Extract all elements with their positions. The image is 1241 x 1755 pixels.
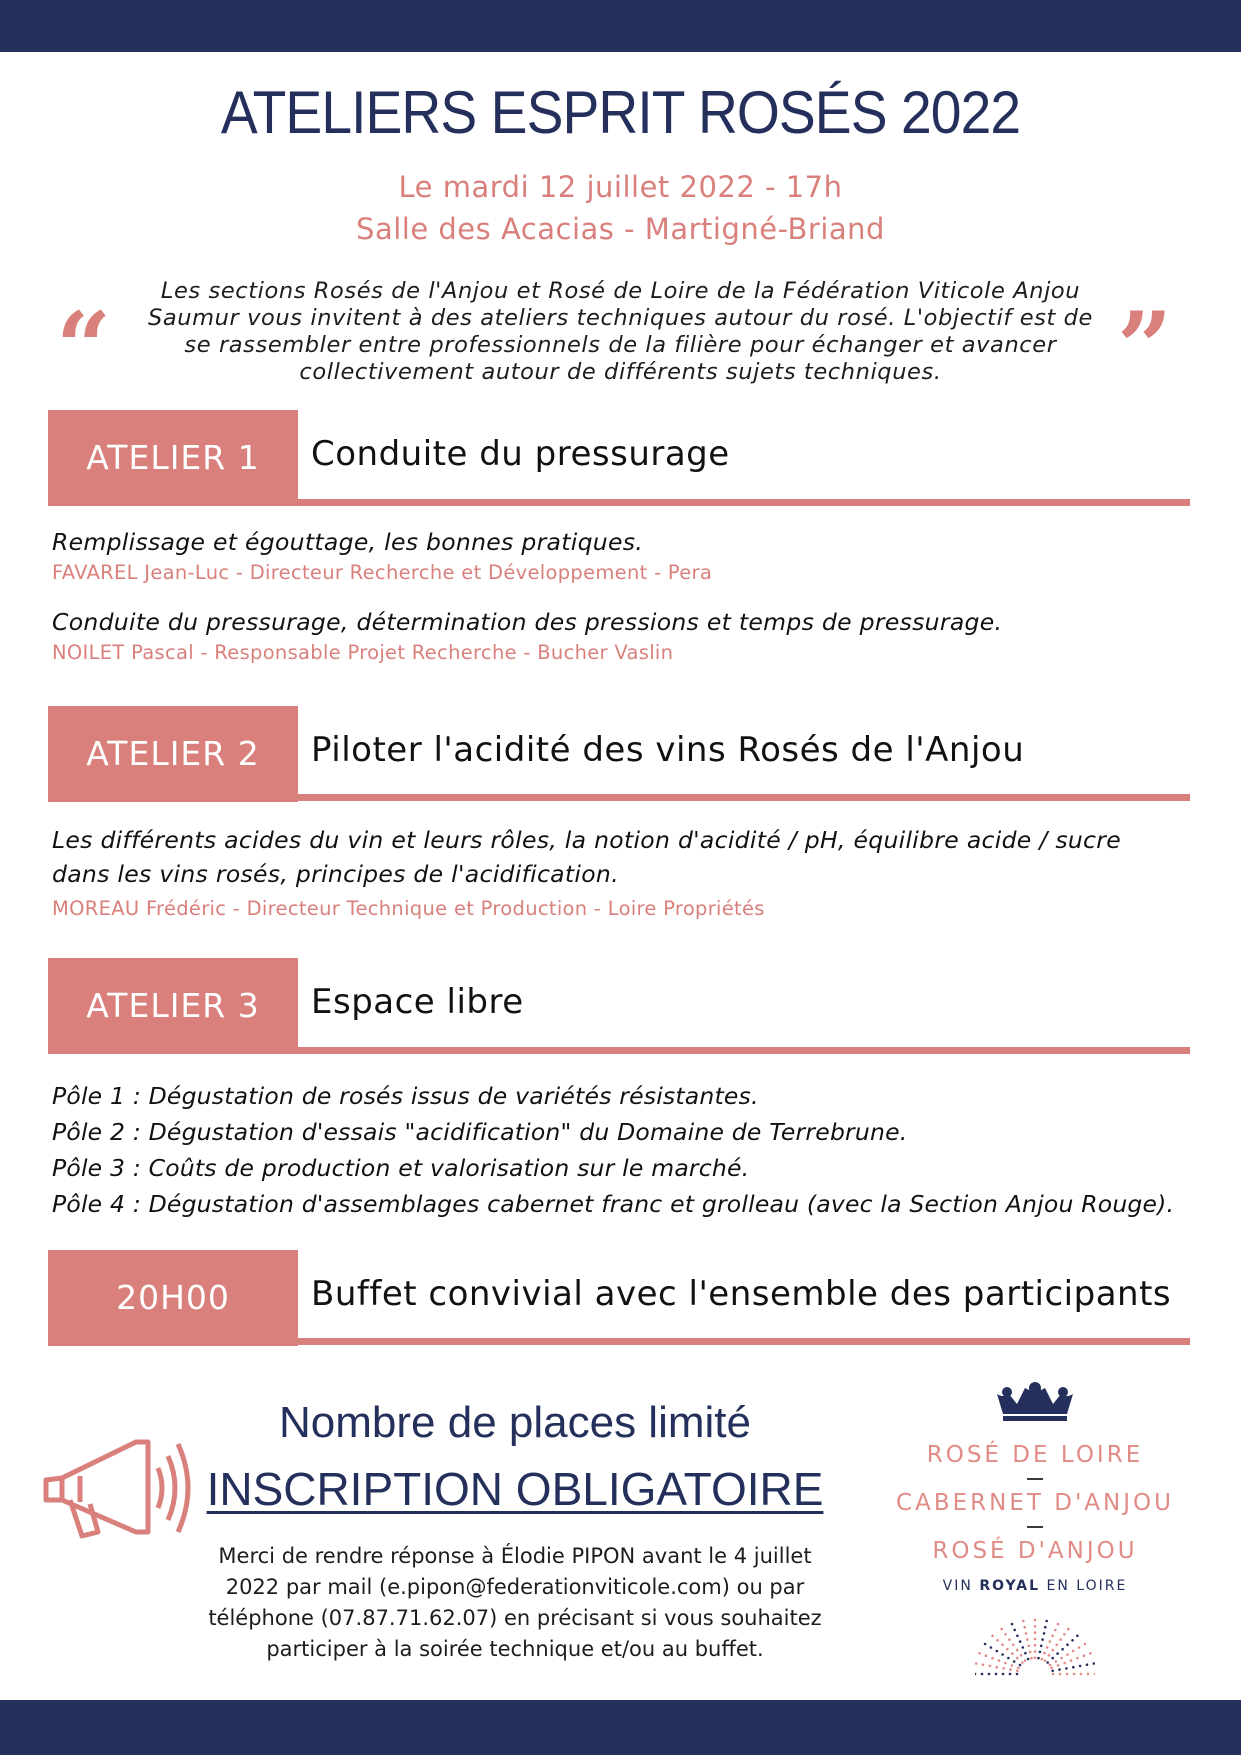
sunburst-dot [1093,1662,1096,1665]
atelier-3-badge: ATELIER 3 [48,958,298,1054]
event-date: Le mardi 12 juillet 2022 - 17h [398,170,843,204]
sunburst-dot [1044,1659,1047,1662]
sunburst-dot [1019,1640,1022,1643]
registration-message: Merci de rendre réponse à Élodie PIPON avant le 4 juillet 2022 par mail (e.pipon@federationviticole.com) ou par téléphone (07.87.71.62.07) en précisant si vous souhaitez participer à la soirée technique et/ou au buffet. [208,1544,822,1661]
sunburst-dot [975,1673,976,1676]
sunburst-dot [1013,1660,1016,1663]
buffet-time-badge: 20H00 [48,1250,298,1346]
sunburst-dot [984,1643,987,1646]
sunburst-dot [1017,1667,1020,1670]
open-quote-icon: “ [56,291,112,404]
intro-text: Les sections Rosés de l'Anjou et Rosé de Loire de la Fédération Viticole Anjou Saumur vous invitent à des ateliers techniques autour du rosé. L'objectif est de se rassembler entre professionnels de la filière pour échanger et avancer collectivement autour de différents sujets techniques. [148,278,1093,385]
sunburst-dot [1094,1673,1095,1676]
close-quote-icon: ” [1117,291,1173,404]
sunburst-dot [1030,1657,1033,1660]
sunburst-dot [975,1662,978,1665]
atelier-1-badge: ATELIER 1 [48,410,298,506]
sunburst-dot [995,1666,998,1669]
atelier-3-rule [298,1047,1190,1054]
sunburst-dot [1011,1652,1014,1655]
atelier-3-poles [52,1078,1232,1222]
sunburst-dot [1016,1657,1019,1660]
registration-mandatory: INSCRIPTION OBLIGATOIRE [206,1463,824,1515]
sunburst-dot [1000,1628,1003,1631]
sunburst-dot [1001,1643,1004,1646]
sunburst-dot [1034,1657,1037,1660]
sunburst-dot [1002,1667,1005,1670]
sunburst-dot [988,1673,991,1676]
sunburst-dot [1067,1628,1070,1631]
atelier-1-header [48,410,1190,506]
pole-item: Pôle 1 : Dégustation de rosés issus de variétés résistantes. [52,1082,759,1110]
sunburst-dot [1086,1663,1089,1666]
sunburst-dot [1059,1673,1062,1676]
sunburst-dot [1054,1629,1057,1632]
sunburst-dot [1049,1640,1052,1643]
sunburst-dot [1004,1662,1007,1665]
sunburst-dot [991,1657,994,1660]
sunburst-dot [1079,1665,1082,1668]
sunburst-dot [1063,1662,1066,1665]
sunburst-dot [1025,1632,1028,1635]
sunburst-dot [1066,1643,1069,1646]
sunburst-dot [1050,1667,1053,1670]
pole-item: Pôle 4 : Dégustation d'assemblages cabernet franc et grolleau (avec la Section Anjou Rouge). [52,1190,1175,1218]
atelier-2-rule [298,794,1190,801]
sunburst-dot [996,1639,999,1642]
sunburst-dot [1084,1643,1087,1646]
sunburst-dot [1046,1646,1049,1649]
sunburst-dot [1040,1645,1043,1648]
sunburst-dot [1072,1650,1075,1653]
sunburst-dot [1048,1654,1051,1657]
buffet-header [48,1250,1190,1346]
sunburst-dot [990,1646,993,1649]
sunburst-dot [1022,1620,1025,1623]
sunburst-dot [1023,1626,1026,1629]
sunburst-dot [1034,1625,1037,1628]
sunburst-icon [975,1608,1095,1678]
logo-line-3: ROSÉ D'ANJOU [932,1538,1138,1564]
sunburst-dot [1080,1673,1083,1676]
sunburst-dot [1066,1673,1069,1676]
sunburst-dot [1057,1623,1060,1626]
sunburst-dot [1071,1639,1074,1642]
sunburst-dot [1043,1632,1046,1635]
sunburst-dot [1072,1666,1075,1669]
atelier-1-rule [298,499,1190,506]
sunburst-dot [1039,1651,1042,1654]
sunburst-dot [1006,1648,1009,1651]
buffet-heading: Buffet convivial avec l'ensemble des participants [311,1274,1172,1314]
crown-icon [995,1380,1075,1422]
sunburst-dot [982,1663,985,1666]
sunburst-dot [989,1665,992,1668]
sunburst-dot [1034,1644,1037,1647]
sunburst-dot [1078,1646,1081,1649]
sunburst-dot [1051,1635,1054,1638]
sunburst-dot [1073,1673,1076,1676]
sunburst-dot [1037,1657,1040,1660]
sunburst-dot [1034,1619,1037,1622]
sunburst-dot [1061,1648,1064,1651]
sunburst-dot [1027,1658,1030,1661]
sunburst-dot [1058,1668,1061,1671]
pole-item: Pôle 3 : Coûts de production et valorisation sur le marché. [52,1154,750,1182]
sunburst-dot [995,1673,998,1676]
sunburst-dot [1041,1658,1044,1661]
sunburst-dot [1001,1653,1004,1656]
logo-divider [1027,1526,1043,1528]
sunburst-dot [985,1654,988,1657]
sunburst-dot [1034,1638,1037,1641]
atelier-2-badge: ATELIER 2 [48,706,298,802]
sunburst-dot [1049,1664,1052,1667]
top-band [0,0,1241,52]
atelier-3-header [48,958,1190,1054]
sunburst-dot [1007,1657,1010,1660]
sunburst-dot [1024,1652,1027,1655]
sunburst-dot [1011,1623,1014,1626]
bottom-band [0,1700,1241,1755]
sunburst-dot [1022,1646,1025,1649]
sunburst-dot [1055,1644,1058,1647]
sunburst-dot [1044,1626,1047,1629]
atelier-1-talk-2: Conduite du pressurage, détermination des pressions et temps de pressurage. NOILET Pascal - Responsable Projet Recherche - Bucher Vaslin [52,608,1003,664]
sunburst-dot [1016,1670,1019,1673]
sunburst-dot [1076,1635,1079,1638]
sunburst-dot [1089,1652,1092,1655]
sunburst-dot [1020,1654,1023,1657]
sunburst-dot [1043,1652,1046,1655]
sunburst-dot [1034,1631,1037,1634]
sunburst-dot [998,1659,1001,1662]
sunburst-dot [1019,1664,1022,1667]
sunburst-dot [1016,1649,1019,1652]
sunburst-dot [1059,1638,1062,1641]
sunburst-dot [1065,1667,1068,1670]
sunburst-dot [1052,1649,1055,1652]
sunburst-dot [1041,1638,1044,1641]
atelier-1-heading: Conduite du pressurage [311,434,730,474]
limited-places: Nombre de places limité [279,1398,751,1447]
page-title: ATELIERS ESPRIT ROSÉS 2022 [220,79,1021,146]
sunburst-dot [1012,1644,1015,1647]
sunburst-dot [1057,1664,1060,1667]
buffet-rule [298,1338,1190,1345]
sunburst-dot [978,1652,981,1655]
sunburst-dot [1056,1652,1059,1655]
sunburst-dot [1066,1653,1069,1656]
sunburst-dot [1016,1635,1019,1638]
sunburst-dot [1008,1638,1011,1641]
sunburst-dot [1026,1638,1029,1641]
logo-tagline: VIN ROYAL EN LOIRE [942,1578,1128,1594]
atelier-3-heading: Espace libre [311,982,524,1022]
sunburst-dot [1060,1657,1063,1660]
sunburst-dot [1011,1664,1014,1667]
sunburst-dot [1083,1654,1086,1657]
sunburst-dot [1052,1673,1055,1676]
sunburst-dot [1029,1651,1032,1654]
atelier-2-heading: Piloter l'acidité des vins Rosés de l'Anjou [311,730,1025,770]
sunburst-dot [1028,1645,1031,1648]
sunburst-dot [1087,1673,1090,1676]
sunburst-dot [1063,1633,1066,1636]
sunburst-dot [1013,1629,1016,1632]
event-venue: Salle des Acacias - Martigné-Briand [356,212,885,246]
sunburst-dot [1009,1673,1012,1676]
sunburst-dot [1055,1660,1058,1663]
sunburst-dot [1021,1661,1024,1664]
atelier-1-talk-1: Remplissage et égouttage, les bonnes pratiques. FAVAREL Jean-Luc - Directeur Recherche et Développement - Pera [52,528,713,584]
sunburst-dot [1051,1657,1054,1660]
sunburst-dot [1070,1659,1073,1662]
sunburst-dot [1004,1633,1007,1636]
atelier-2-talk-1: Les différents acides du vin et leurs rôles, la notion d'acidité / pH, équilibre acide / sucre dans les vins rosés, principes de l'acidification. MOREAU Frédéric - Directeur Technique et Production - Loire Propriétés [52,826,1121,920]
logo-line-1: ROSÉ DE LOIRE [926,1442,1144,1468]
sunburst-dot [1002,1673,1005,1676]
megaphone-icon [40,1428,200,1552]
sunburst-dot [996,1650,999,1653]
sunburst-dot [1024,1659,1027,1662]
logo-divider [1027,1478,1043,1480]
sunburst-dot [1046,1661,1049,1664]
sunburst-dot [1045,1620,1048,1623]
sunburst-dot [991,1635,994,1638]
sunburst-dot [1016,1673,1019,1676]
sunburst-dot [1034,1650,1037,1653]
sunburst-dot [1076,1657,1079,1660]
sunburst-dot [1051,1670,1054,1673]
atelier-2-header [48,706,1190,802]
sunburst-dot [1009,1668,1012,1671]
pole-item: Pôle 2 : Dégustation d'essais "acidification" du Domaine de Terrebrune. [52,1118,908,1146]
sunburst-dot [981,1673,984,1676]
logo-line-2: CABERNET D'ANJOU [896,1490,1174,1516]
